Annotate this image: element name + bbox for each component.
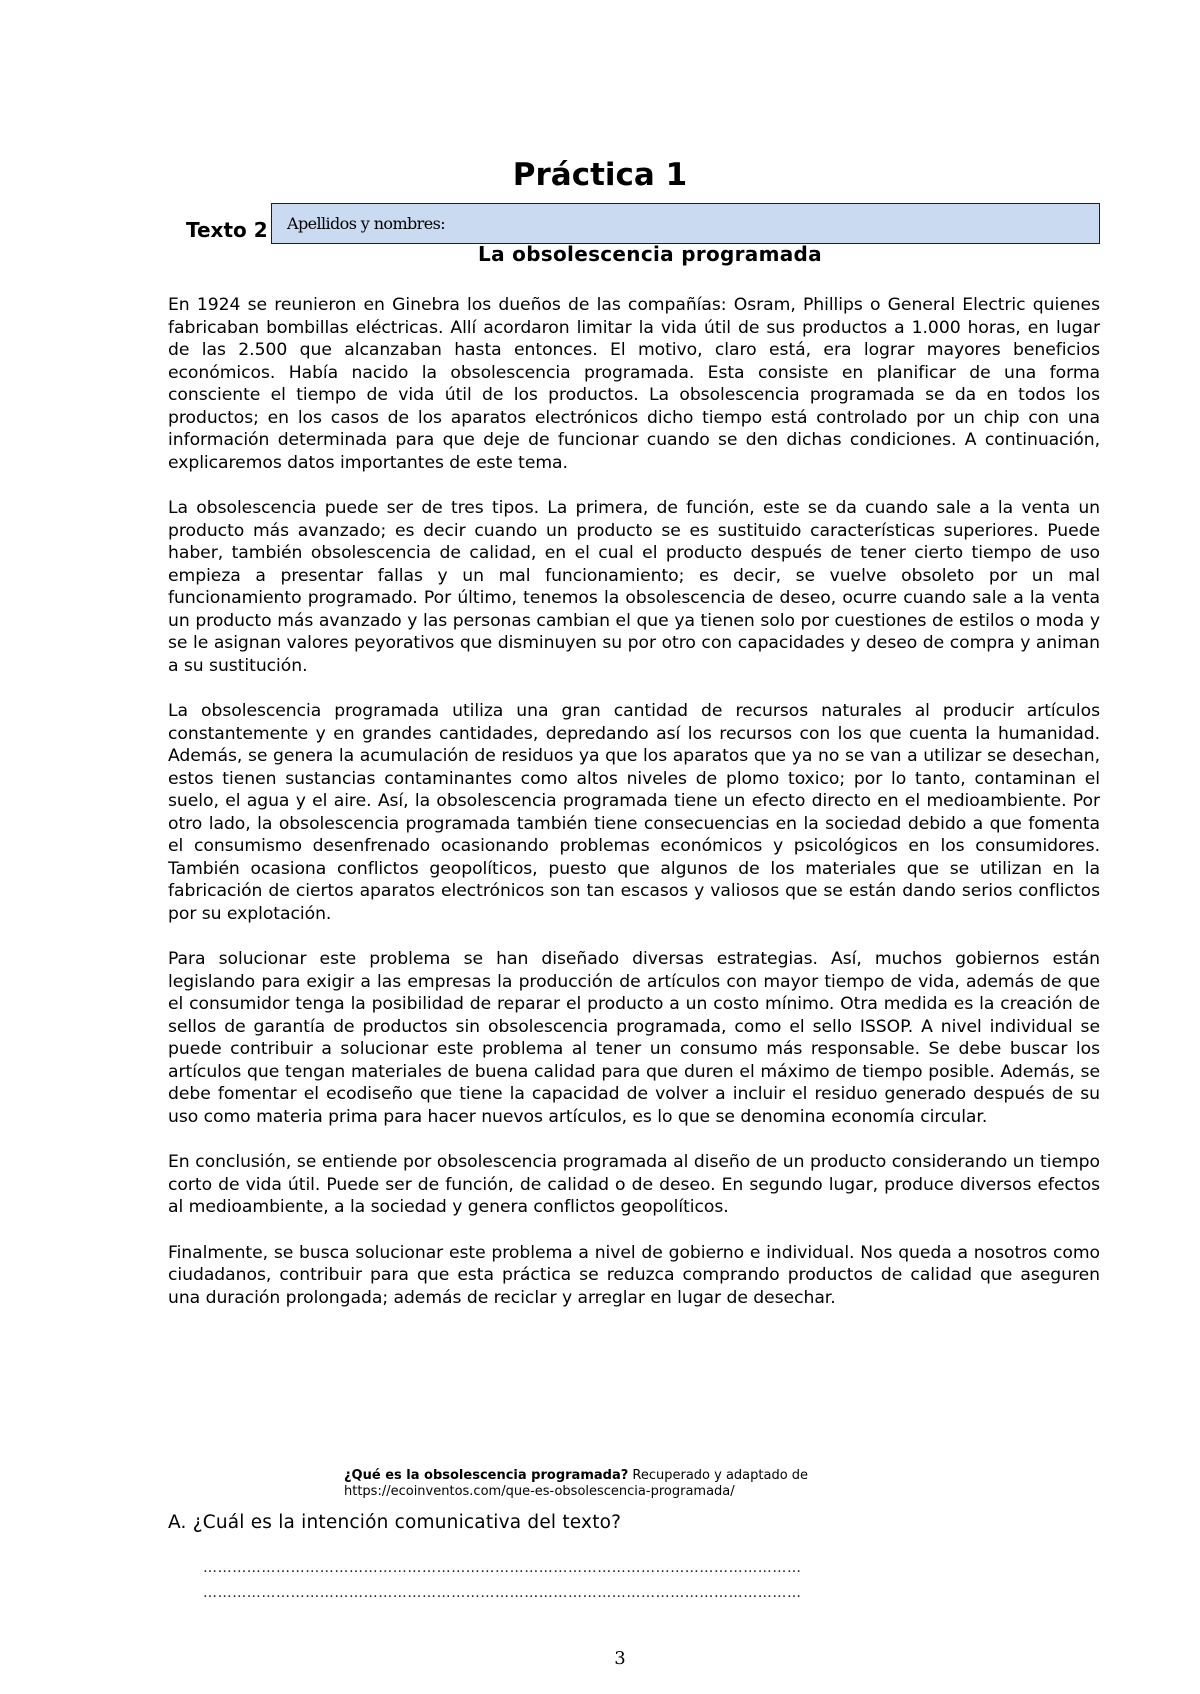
text-number-label: Texto 2	[186, 218, 268, 242]
source-citation	[344, 1468, 904, 1500]
name-field-label: Apellidos y nombres:	[287, 214, 445, 233]
name-field[interactable]	[271, 203, 1100, 244]
body-text	[168, 294, 1100, 1332]
source-text: Recuperado y adaptado de https://ecoinventos.com/que-es-obsolescencia-programada/	[344, 1468, 809, 1499]
source-title: ¿Qué es la obsolescencia programada?	[344, 1468, 629, 1483]
paragraph: En conclusión, se entiende por obsolescencia programada al diseño de un producto considerando un tiempo corto de vida útil. Puede ser de función, de calidad o de deseo. En segundo lugar, produce diversos efectos al medioambiente, a la sociedad y genera conflictos geopolíticos.	[168, 1152, 1100, 1217]
page-title: Práctica 1	[512, 157, 688, 193]
paragraph: Finalmente, se busca solucionar este problema a nivel de gobierno e individual. Nos queda a nosotros como ciudadanos, contribuir para que esta práctica se reduzca comprando productos de calidad que aseguren una duración prolongada; además de reciclar y arreglar en lugar de desechar.	[168, 1242, 1100, 1308]
answer-line[interactable]: ……………………………………………………………………………………………………………	[203, 1560, 802, 1576]
paragraph: En 1924 se reunieron en Ginebra los dueños de las compañías: Osram, Phillips o General Electric quienes fabricaban bombillas eléctricas. Allí acordaron limitar la vida útil de sus productos a 1.000 horas, en lugar de las 2.500 que alcanzaban hasta entonces. El motivo, claro está, era lograr mayores beneficios económicos. Había nacido la obsolescencia programada. Esta consiste en planificar de una forma consciente el tiempo de vida útil de los productos. La obsolescencia programada se da en todos los productos; en los casos de los aparatos electrónicos dicho tiempo está controlado por un chip con una información determinada para que deje de funcionar cuando se den dichas condiciones. A continuación, explicaremos datos importantes de este tema.	[168, 295, 1100, 473]
paragraph: La obsolescencia programada utiliza una gran cantidad de recursos naturales al producir artículos constantemente y en grandes cantidades, depredando así los recursos con los que cuenta la humanidad. Además, se genera la acumulación de residuos ya que los aparatos que ya no se van a utilizar se desechan, estos tienen sustancias contaminantes como altos niveles de plomo toxico; por lo tanto, contaminan el suelo, el agua y el aire. Así, la obsolescencia programada tiene un efecto directo en el medioambiente. Por otro lado, la obsolescencia programada también tiene consecuencias en la sociedad debido a que fomenta el consumismo desenfrenado ocasionando problemas económicos y psicológicos en los consumidores. También ocasiona conflictos geopolíticos, puesto que algunos de los materiales que se utilizan en la fabricación de ciertos aparatos electrónicos son tan escasos y valiosos que se están dando serios conflictos por su explotación.	[168, 701, 1100, 924]
paragraph: Para solucionar este problema se han diseñado diversas estrategias. Así, muchos gobiernos están legislando para exigir a las empresas la producción de artículos con mayor tiempo de vida, además de que el consumidor tenga la posibilidad de reparar el producto a un costo mínimo. Otra medida es la creación de sellos de garantía de productos sin obsolescencia programada, como el sello ISSOP. A nivel individual se puede contribuir a solucionar este problema al tener un consumo más responsable. Se debe buscar los artículos que tengan materiales de buena calidad para que duren el máximo de tiempo posible. Además, se debe fomentar el ecodiseño que tiene la capacidad de volver a incluir el residuo generado después de su uso como materia prima para hacer nuevos artículos, es lo que se denomina economía circular.	[168, 949, 1100, 1127]
answer-line[interactable]: ……………………………………………………………………………………………………………	[203, 1585, 802, 1601]
page-number: 3	[614, 1648, 626, 1669]
paragraph: La obsolescencia puede ser de tres tipos. La primera, de función, este se da cuando sale a la venta un producto más avanzado; es decir cuando un producto se es sustituido características superiores. Puede haber, también obsolescencia de calidad, en el cual el producto después de tener cierto tiempo de uso empieza a presentar fallas y un mal funcionamiento; es decir, se vuelve obsoleto por un mal funcionamiento programado. Por último, tenemos la obsolescencia de deseo, ocurre cuando sale a la venta un producto más avanzado y las personas cambian el que ya tienen solo por cuestiones de estilos o moda y se le asignan valores peyorativos que disminuyen su por otro con capacidades y deseo de compra y animan a su sustitución.	[168, 498, 1100, 676]
text-title: La obsolescencia programada	[478, 242, 822, 266]
question-a: A. ¿Cuál es la intención comunicativa del texto?	[168, 1512, 622, 1533]
